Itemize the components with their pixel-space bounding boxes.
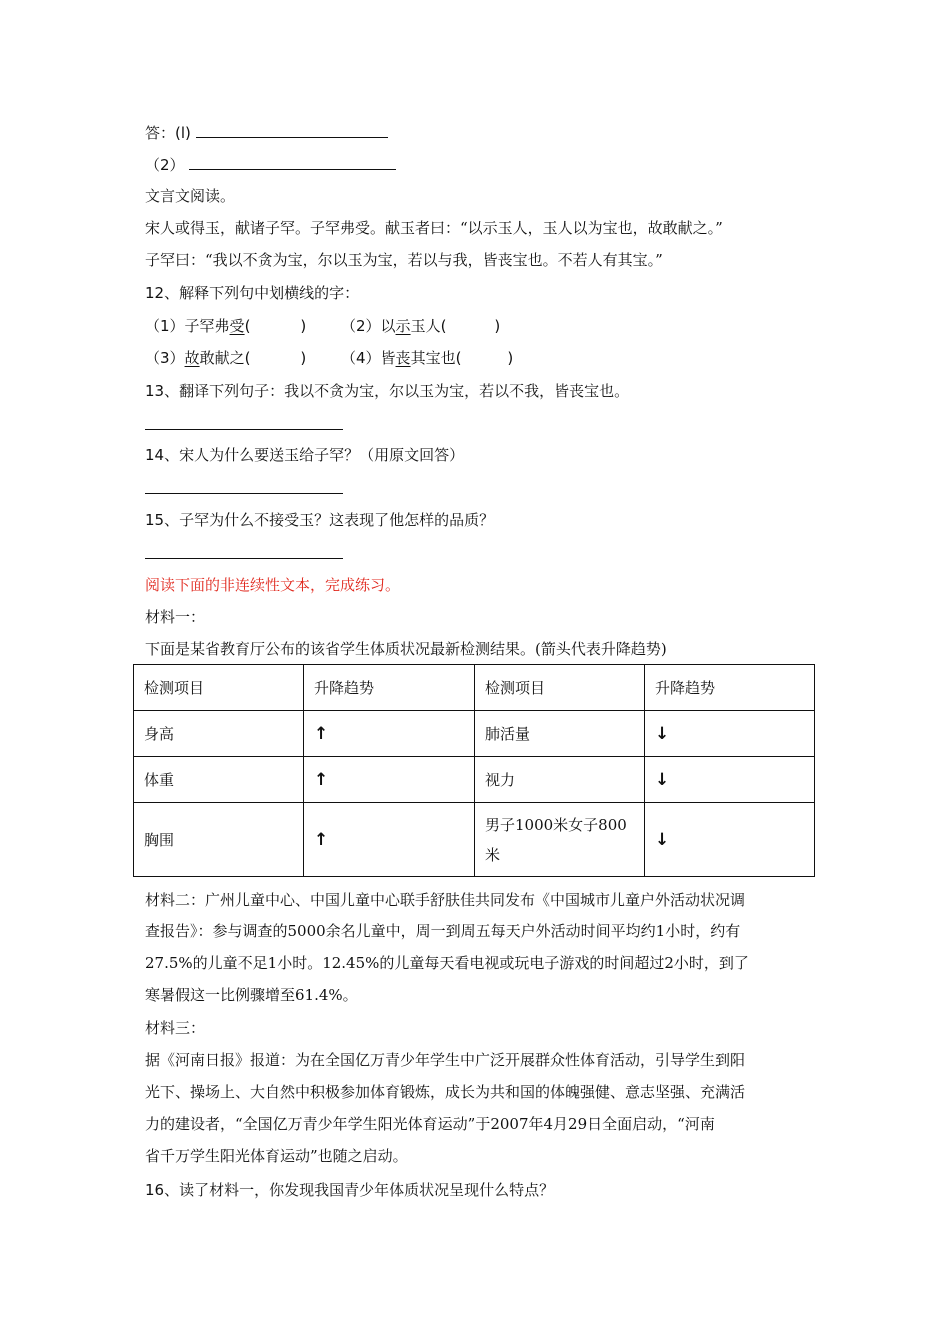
answer-label-1: 答：(l) [145, 124, 191, 142]
q12-item-3 [145, 348, 306, 368]
q12-item-4 [341, 348, 513, 368]
q12-item-3-text: （3） [145, 349, 185, 367]
down-arrow-icon: ↓ [645, 711, 815, 757]
table-cell-item: 男子1000米女子800米 [475, 803, 645, 877]
table-header-trend-1: 升降趋势 [304, 665, 475, 711]
q12-item-2-underlined: 示 [395, 317, 411, 335]
q12-item-2-text: （2）以 [341, 317, 396, 335]
fitness-results-table [133, 664, 815, 877]
material3-line-4: 省千万学生阳光体育运动”也随之启动。 [145, 1147, 408, 1165]
q12-item-1-text: （1）子罕弗 [145, 317, 230, 335]
q12-item-3-open: 敢献之( [199, 349, 251, 367]
table-cell-item: 视力 [475, 757, 645, 803]
q12-item-4-text: （4）皆 [341, 349, 396, 367]
answer-blank-1[interactable] [196, 122, 388, 138]
q16-title: 16、读了材料一，你发现我国青少年体质状况呈现什么特点？ [145, 1181, 555, 1199]
table-row [134, 803, 815, 877]
up-arrow-icon: ↑ [304, 803, 475, 877]
q12-title: 12、解释下列句中划横线的字： [145, 284, 360, 302]
q12-item-4-underlined: 丧 [395, 349, 411, 367]
table-row [134, 711, 815, 757]
material2-line-4: 寒暑假这一比例骤增至61.4%。 [145, 986, 358, 1004]
material2-line-3: 27.5%的儿童不足1小时。12.45%的儿童每天看电视或玩电子游戏的时间超过2小时，到了 [145, 954, 749, 972]
material1-intro: 下面是某省教育厅公布的该省学生体质状况最新检测结果。(箭头代表升降趋势) [145, 640, 667, 658]
up-arrow-icon: ↑ [304, 711, 475, 757]
classical-text-line-1: 宋人或得玉，献诸子罕。子罕弗受。献玉者曰：“以示玉人，玉人以为宝也，故敢献之。” [145, 219, 723, 237]
material3-line-1: 据《河南日报》报道：为在全国亿万青少年学生中广泛开展群众性体育活动，引导学生到阳 [145, 1051, 746, 1069]
down-arrow-icon: ↓ [645, 803, 815, 877]
material1-label: 材料一： [145, 608, 206, 626]
q15-title: 15、子罕为什么不接受玉？这表现了他怎样的品质？ [145, 511, 495, 529]
q12-item-1-open: ( [244, 317, 251, 335]
material2-line-1: 材料二：广州儿童中心、中国儿童中心联手舒肤佳共同发布《中国城市儿童户外活动状况调 [145, 891, 746, 909]
q14-title: 14、宋人为什么要送玉给子罕？（用原文回答） [145, 446, 465, 464]
classical-text-line-2: 子罕曰：“我以不贪为宝，尔以玉为宝，若以与我，皆丧宝也。不若人有其宝。” [145, 251, 663, 269]
q12-item-3-underlined: 故 [184, 349, 200, 367]
table-cell-item: 身高 [134, 711, 304, 757]
q14-answer-line [145, 478, 343, 499]
classical-heading: 文言文阅读。 [145, 187, 236, 205]
material3-line-3: 力的建设者，“全国亿万青少年学生阳光体育运动”于2007年4月29日全面启动，“河南 [145, 1115, 715, 1133]
table-header-item-2: 检测项目 [475, 665, 645, 711]
answer-line-1 [145, 122, 388, 143]
material3-label: 材料三： [145, 1019, 206, 1037]
answer-label-2: （2） [145, 156, 185, 174]
answer-line-2 [145, 154, 396, 175]
q15-answer-blank[interactable] [145, 543, 343, 559]
q13-answer-blank[interactable] [145, 414, 343, 430]
down-arrow-icon: ↓ [645, 757, 815, 803]
up-arrow-icon: ↑ [304, 757, 475, 803]
section-title: 阅读下面的非连续性文本，完成练习。 [145, 576, 401, 594]
table-row [134, 757, 815, 803]
table-header-row [134, 665, 815, 711]
material3-line-2: 光下、操场上、大自然中积极参加体育锻炼，成长为共和国的体魄强健、意志坚强、充满活 [145, 1083, 746, 1101]
answer-blank-2[interactable] [189, 154, 396, 170]
q12-item-1 [145, 316, 306, 336]
q15-answer-line [145, 543, 343, 564]
table-cell-item: 体重 [134, 757, 304, 803]
q12-item-4-open: 其宝也( [410, 349, 462, 367]
q14-answer-blank[interactable] [145, 478, 343, 494]
q12-item-2-close: ) [494, 317, 501, 335]
q12-item-4-close: ) [507, 349, 514, 367]
q12-item-2-open: 玉人( [410, 317, 447, 335]
q13-answer-line [145, 414, 343, 435]
table-cell-item: 胸围 [134, 803, 304, 877]
q12-item-2 [341, 316, 500, 336]
table-header-trend-2: 升降趋势 [645, 665, 815, 711]
table-header-item-1: 检测项目 [134, 665, 304, 711]
material2-line-2: 查报告》：参与调查的5000余名儿童中，周一到周五每天户外活动时间平均约1小时，约有 [145, 922, 741, 940]
q12-item-3-close: ) [300, 349, 307, 367]
q13-title: 13、翻译下列句子：我以不贪为宝，尔以玉为宝，若以不我，皆丧宝也。 [145, 382, 630, 400]
q12-item-1-underlined: 受 [229, 317, 245, 335]
table-cell-item: 肺活量 [475, 711, 645, 757]
q12-item-1-close: ) [300, 317, 307, 335]
